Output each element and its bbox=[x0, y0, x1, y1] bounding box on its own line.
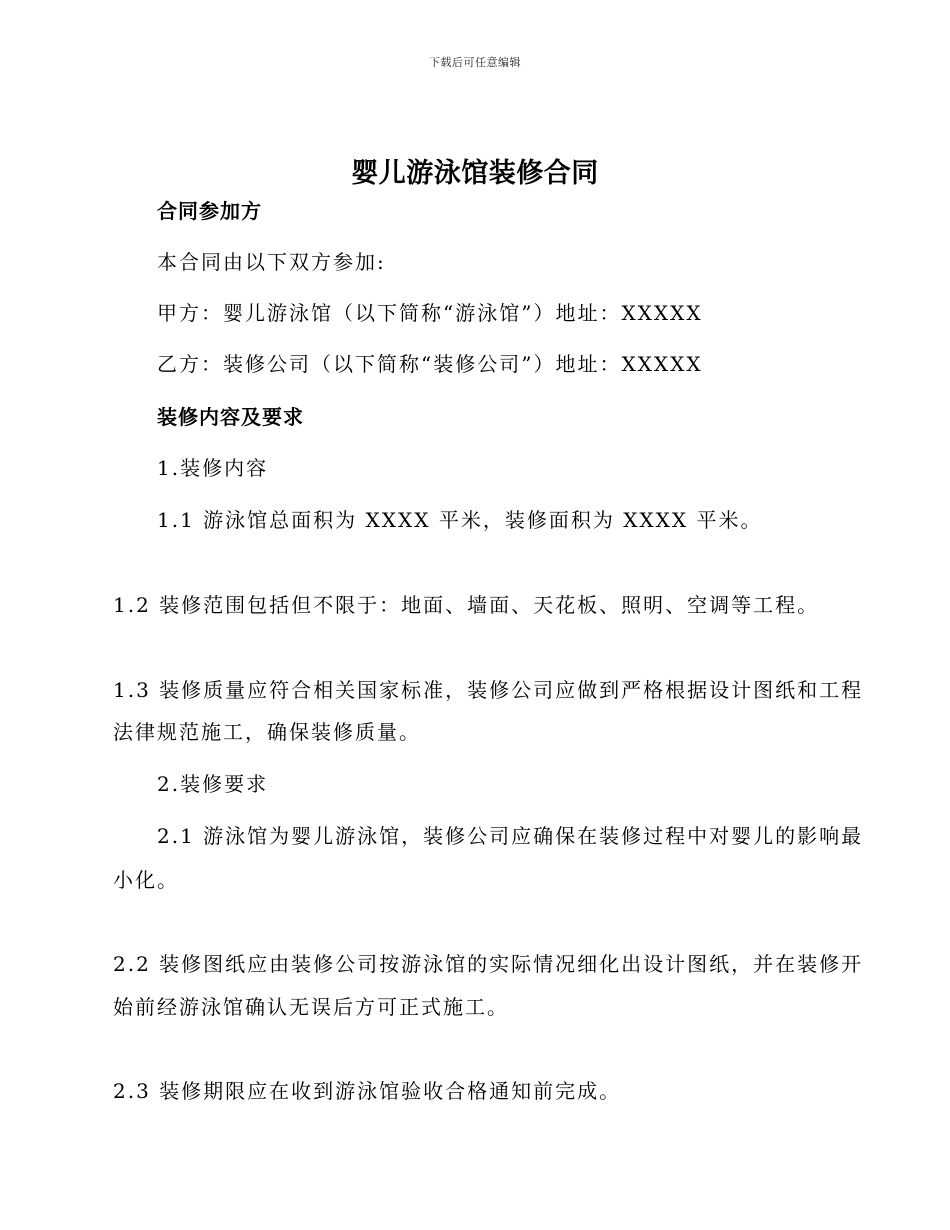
item-2: 2.装修要求 bbox=[157, 772, 269, 796]
document-title: 婴儿游泳馆装修合同 bbox=[351, 158, 599, 189]
parties-intro: 本合同由以下双方参加: bbox=[157, 250, 386, 274]
party-a: 甲方：婴儿游泳馆（以下简称“游泳馆”）地址：XXXXX bbox=[157, 301, 703, 325]
party-b: 乙方：装修公司（以下简称“装修公司”）地址：XXXXX bbox=[157, 352, 703, 376]
header-note: 下载后可任意编辑 bbox=[429, 56, 521, 69]
item-1-3-line1: 1.3 装修质量应符合相关国家标准，装修公司应做到严格根据设计图纸和工程 bbox=[113, 678, 864, 702]
item-1: 1.装修内容 bbox=[157, 456, 269, 480]
item-2-1-line2: 小化。 bbox=[113, 868, 179, 892]
section-heading-parties: 合同参加方 bbox=[157, 199, 262, 223]
item-2-1-line1: 2.1 游泳馆为婴儿游泳馆，装修公司应确保在装修过程中对婴儿的影响最 bbox=[157, 824, 864, 848]
item-2-2-line1: 2.2 装修图纸应由装修公司按游泳馆的实际情况细化出设计图纸，并在装修开 bbox=[113, 952, 864, 976]
item-2-2-line2: 始前经游泳馆确认无误后方可正式施工。 bbox=[113, 995, 509, 1019]
item-2-3: 2.3 装修期限应在收到游泳馆验收合格通知前完成。 bbox=[113, 1079, 622, 1103]
item-1-2: 1.2 装修范围包括但不限于：地面、墙面、天花板、照明、空调等工程。 bbox=[113, 593, 820, 617]
section-heading-content: 装修内容及要求 bbox=[157, 405, 304, 429]
item-1-1: 1.1 游泳馆总面积为 XXXX 平米，装修面积为 XXXX 平米。 bbox=[157, 508, 763, 532]
item-1-3-line2: 法律规范施工，确保装修质量。 bbox=[113, 720, 421, 744]
